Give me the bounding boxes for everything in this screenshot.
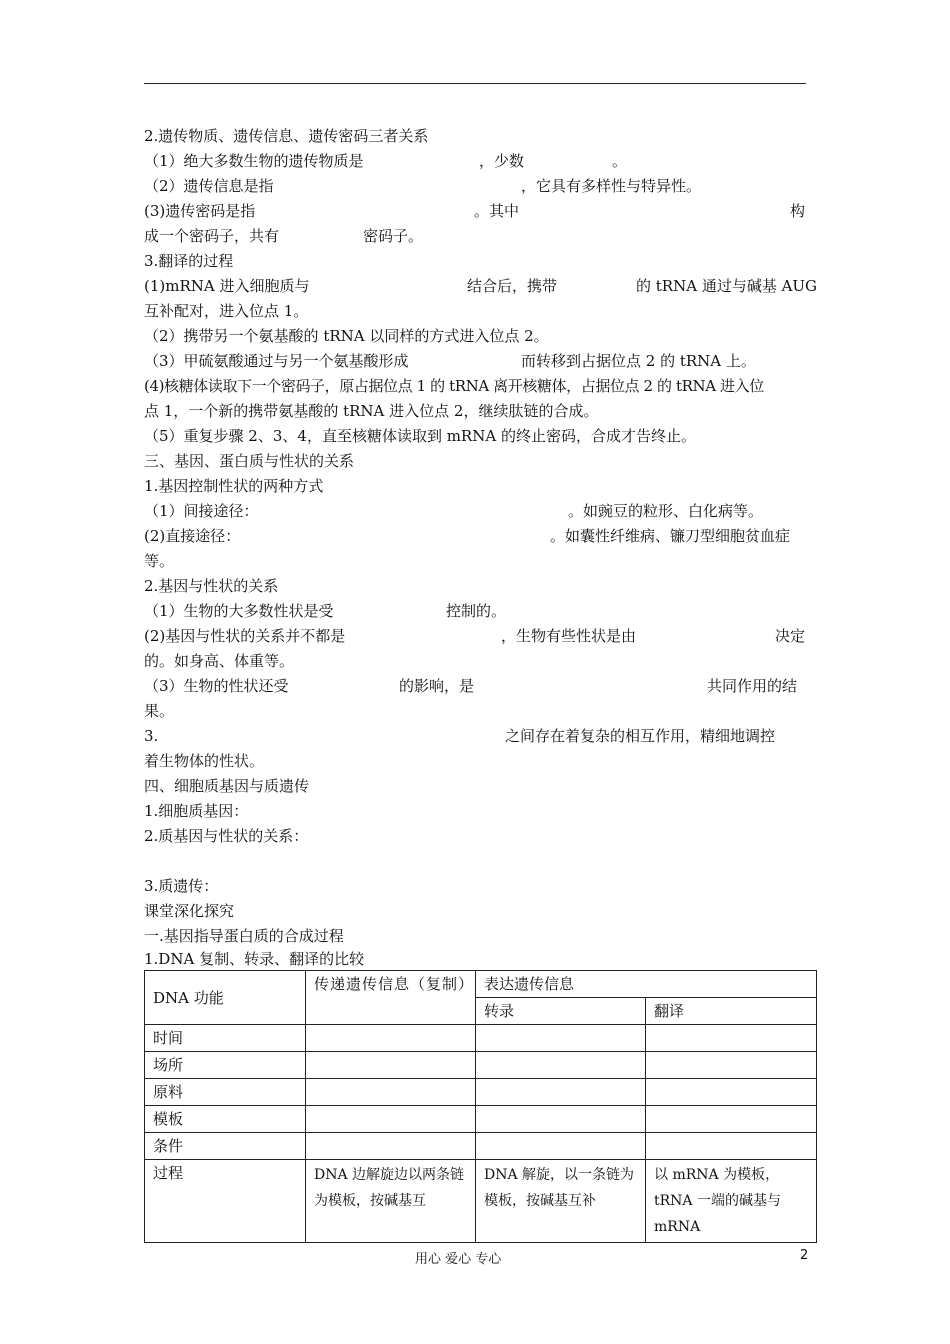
table-header-function: DNA 功能 [145, 971, 306, 1025]
section-heading: 2.基因与性状的关系 [144, 577, 279, 595]
section-heading: 课堂深化探究 [144, 902, 235, 920]
text-line: 成一个密码子，共有 密码子。 [144, 227, 424, 245]
table-header-expression: 表达遗传信息 [476, 971, 817, 998]
text-line: （3）生物的性状还受 的影响，是 共同作用的结 [144, 677, 798, 695]
text-line: （1）绝大多数生物的遗传物质是 ，少数 。 [144, 152, 628, 170]
text-line: （2）遗传信息是指 ，它具有多样性与特异性。 [144, 177, 702, 195]
text-line: (1)mRNA 进入细胞质与 结合后，携带 的 tRNA 通过与碱基 AUG [144, 277, 818, 295]
text-line: （1）间接途径： 。如豌豆的粒形、白化病等。 [144, 502, 764, 520]
section-heading: 三、基因、蛋白质与性状的关系 [144, 452, 355, 470]
table-header-replication: 传递遗传信息（复制） [306, 971, 476, 1025]
text-line: (3)遗传密码是指 。其中 构 [144, 202, 806, 220]
table-row: 时间 [145, 1025, 817, 1052]
text-line: 3. 之间存在着复杂的相互作用，精细地调控 [144, 727, 776, 745]
text-line: 互补配对，进入位点 1。 [144, 302, 309, 320]
text-line: （5）重复步骤 2、3、4，直至核糖体读取到 mRNA 的终止密码，合成才告终止。 [144, 427, 696, 445]
text-line: 的。如身高、体重等。 [144, 652, 295, 670]
text-line: 2.遗传物质、遗传信息、遗传密码三者关系 [144, 127, 429, 145]
text-line: 3.质遗传： [144, 877, 219, 895]
text-line: (2)直接途径： 。如囊性纤维病、镰刀型细胞贫血症 [144, 527, 791, 545]
process-transcription: DNA 解旋，以一条链为模板，按碱基互补 [476, 1160, 646, 1243]
table-row: 原料 [145, 1079, 817, 1106]
text-line: （2）携带另一个氨基酸的 tRNA 以同样的方式进入位点 2。 [144, 327, 549, 345]
table-row: 场所 [145, 1052, 817, 1079]
text-line: （1）生物的大多数性状是受 控制的。 [144, 602, 507, 620]
page-number: 2 [800, 1248, 809, 1263]
table-row: 模板 [145, 1106, 817, 1133]
footer-motto: 用心 爱心 专心 [415, 1252, 502, 1267]
process-replication: DNA 边解旋边以两条链为模板，按碱基互 [306, 1160, 476, 1243]
section-heading: 1.DNA 复制、转录、翻译的比较 [144, 950, 365, 968]
text-line: 点 1，一个新的携带氨基酸的 tRNA 进入位点 2，继续肽链的合成。 [144, 402, 599, 420]
section-heading: 一.基因指导蛋白质的合成过程 [144, 927, 344, 945]
text-line: 等。 [144, 552, 175, 570]
comparison-table [144, 970, 817, 1243]
text-line: 1.细胞质基因： [144, 802, 249, 820]
process-translation: 以 mRNA 为模板，tRNA 一端的碱基与 mRNA [646, 1160, 817, 1243]
section-heading: 3.翻译的过程 [144, 252, 234, 270]
table-row: 过程 DNA 边解旋边以两条链为模板，按碱基互 DNA 解旋，以一条链为模板，按碱基互补 以 mRNA 为模板，tRNA 一端的碱基与 mRNA [145, 1160, 817, 1243]
table-header-translation: 翻译 [646, 998, 817, 1025]
table-row: 条件 [145, 1133, 817, 1160]
section-heading: 四、细胞质基因与质遗传 [144, 777, 310, 795]
text-line: (4)核糖体读取下一个密码子，原占据位点 1 的 tRNA 离开核糖体，占据位点 2 的 tRNA 进入位 [144, 377, 764, 395]
text-line: (2)基因与性状的关系并不都是 ，生物有些性状是由 决定 [144, 627, 806, 645]
table-header-transcription: 转录 [476, 998, 646, 1025]
section-heading: 1.基因控制性状的两种方式 [144, 477, 324, 495]
text-line: 2.质基因与性状的关系： [144, 827, 309, 845]
text-line: 着生物体的性状。 [144, 752, 265, 770]
text-line: （3）甲硫氨酸通过与另一个氨基酸形成 而转移到占据位点 2 的 tRNA 上。 [144, 352, 756, 370]
text-line: 果。 [144, 702, 175, 720]
header-rule [144, 83, 806, 84]
